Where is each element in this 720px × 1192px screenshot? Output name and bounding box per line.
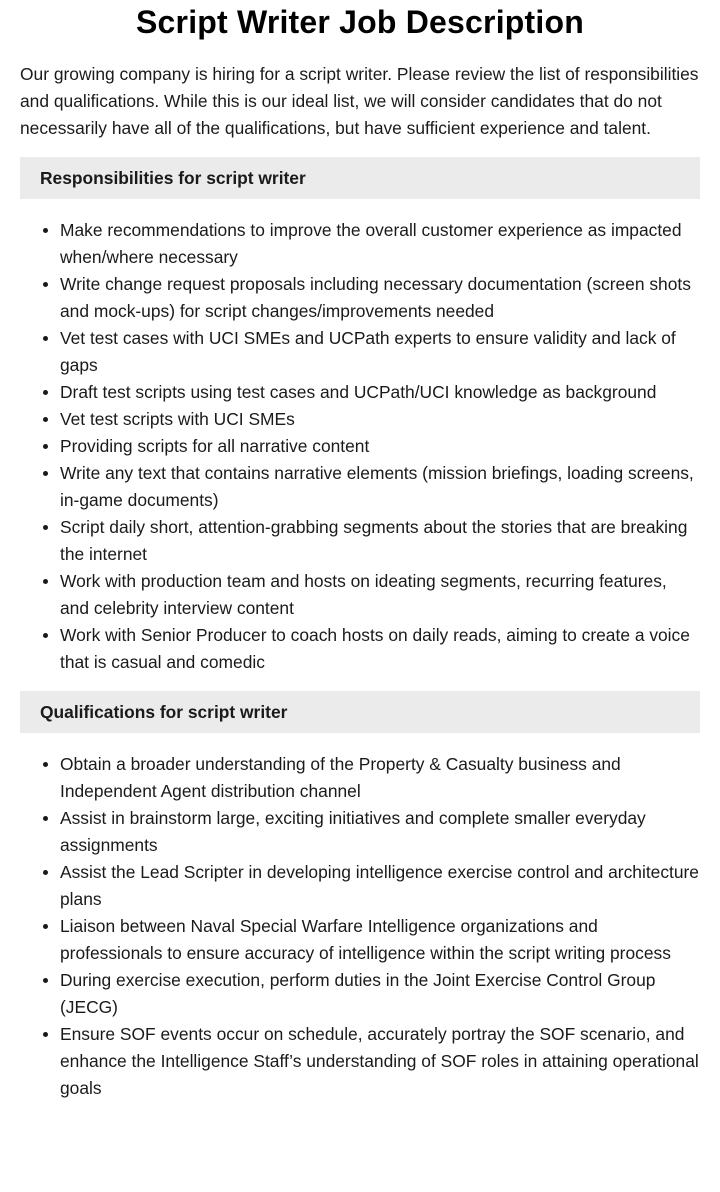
- qualification-item: Assist in brainstorm large, exciting initiatives and complete smaller everyday assignments: [60, 805, 700, 859]
- responsibility-item: Vet test scripts with UCI SMEs: [60, 406, 700, 433]
- responsibility-item: Write change request proposals including necessary documentation (screen shots and mock-ups) for script changes/improvements needed: [60, 271, 700, 325]
- page-title: Script Writer Job Description: [136, 4, 584, 40]
- responsibility-item: Script daily short, attention-grabbing segments about the stories that are breaking the internet: [60, 514, 700, 568]
- qualification-item: During exercise execution, perform duties in the Joint Exercise Control Group (JECG): [60, 967, 700, 1021]
- responsibilities-heading: Responsibilities for script writer: [20, 157, 700, 199]
- intro-paragraph: Our growing company is hiring for a script writer. Please review the list of responsibilities and qualifications. While this is our ideal list, we will consider candidates that do not necessarily have all of the qualifications, but have sufficient experience and talent.: [20, 64, 699, 138]
- qualifications-heading: Qualifications for script writer: [20, 691, 700, 733]
- responsibilities-list: [20, 217, 700, 676]
- responsibility-item: Work with Senior Producer to coach hosts on daily reads, aiming to create a voice that is casual and comedic: [60, 622, 700, 676]
- qualification-item: Ensure SOF events occur on schedule, accurately portray the SOF scenario, and enhance the Intelligence Staff’s understanding of SOF roles in attaining operational goals: [60, 1021, 700, 1102]
- qualification-item: Liaison between Naval Special Warfare Intelligence organizations and professionals to ensure accuracy of intelligence within the script writing process: [60, 913, 700, 967]
- responsibility-item: Draft test scripts using test cases and UCPath/UCI knowledge as background: [60, 379, 700, 406]
- qualifications-list: [20, 751, 700, 1102]
- responsibility-item: Write any text that contains narrative elements (mission briefings, loading screens, in-game documents): [60, 460, 700, 514]
- qualification-item: Obtain a broader understanding of the Property & Casualty business and Independent Agent distribution channel: [60, 751, 700, 805]
- responsibility-item: Vet test cases with UCI SMEs and UCPath experts to ensure validity and lack of gaps: [60, 325, 700, 379]
- responsibility-item: Make recommendations to improve the overall customer experience as impacted when/where necessary: [60, 217, 700, 271]
- responsibility-item: Providing scripts for all narrative content: [60, 433, 700, 460]
- qualification-item: Assist the Lead Scripter in developing intelligence exercise control and architecture plans: [60, 859, 700, 913]
- responsibility-item: Work with production team and hosts on ideating segments, recurring features, and celebrity interview content: [60, 568, 700, 622]
